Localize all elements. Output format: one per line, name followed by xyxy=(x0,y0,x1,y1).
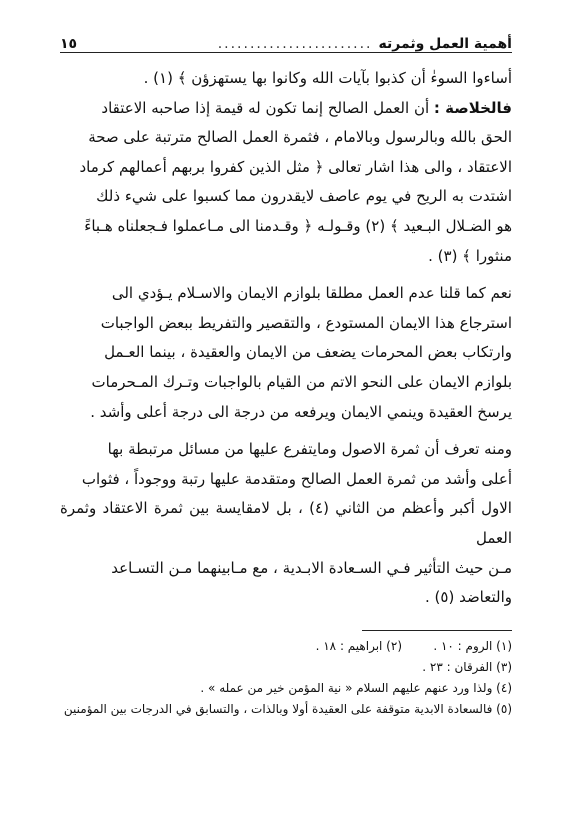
summary-line xyxy=(60,94,512,124)
header-title: أهمية العمل وثمرته xyxy=(378,36,512,52)
text-line: بلوازم الايمان على النحو الاتم من القيام بالواجبات وتـرك المـحرمات xyxy=(91,372,512,391)
text-line: نعم كما قلنا عدم العمل مطلقا بلوازم الايمان والاسـلام يـؤدي الى xyxy=(111,284,512,303)
summary-lead: فالخلاصة : xyxy=(433,98,512,117)
running-header xyxy=(60,28,512,53)
footnote-2: (٢) ابراهيم : ١٨ . xyxy=(315,639,402,653)
footnote-4: (٤) ولذا ورد عنهم عليهم السلام « نية المؤمن خير من عمله » . xyxy=(200,681,512,695)
text-line: اشتدت به الريح في يوم عاصف لايقدرون مما كسبوا على شيء ذلك xyxy=(96,187,512,206)
text-line: أساءوا السوءٰ أن كذبوا بآيات الله وكانوا بها يستهزؤن ﴾ (١) . xyxy=(143,69,512,87)
text-line: الاعتقاد ، والى هذا اشار تعالى ﴿ مثل الذين كفروا بربهم أعمالهم كرماد xyxy=(79,157,512,176)
footnote-separator xyxy=(362,630,512,631)
text-line: أعلى وأشد من ثمرة العمل الصالح ومتقدمة عليها رتبة ووجوداً ، فثواب xyxy=(81,469,512,488)
text-line: والتعاضد (٥) . xyxy=(425,588,512,607)
paragraph-gap xyxy=(60,271,512,279)
text-line: مـن حيث التأثير فـي السـعادة الابـدية ، مع مـابينهما مـن التسـاعد xyxy=(111,558,512,577)
text-line: الحق بالله وبالرسول وبالامام ، فثمرة العمل الصالح مترتبة على صحة xyxy=(88,128,512,147)
page-number: ١٥ xyxy=(60,36,78,52)
footnote-1: (١) الروم : ١٠ . xyxy=(433,639,512,653)
footnote-3: (٣) الفرقان : ٢٣ . xyxy=(422,660,512,674)
header-dots: ........................ xyxy=(217,36,373,52)
text-line: هو الضـلال البـعيد ﴾ (٢) وقـولـه ﴿ وقـدمنا الى مـاعملوا فـجعلناه هـباءً xyxy=(84,216,512,235)
footnote-row xyxy=(60,636,512,657)
text-line: منثورا ﴾ (٣) . xyxy=(428,246,512,265)
text-line: الاول أكبر وأعظم من الثاني (٤) ، بل لامقايسة بين ثمرة الاعتقاد وثمرة العمل xyxy=(60,499,512,547)
text-line: يرسخ العقيدة وينمي الايمان ويرفعه من درجة الى درجة أعلى وأشد . xyxy=(90,402,512,421)
summary-line-rest: أن العمل الصالح إنما تكون له قيمة إذا صاحبه الاعتقاد xyxy=(101,98,434,117)
footnotes xyxy=(60,636,512,720)
main-text xyxy=(60,64,512,613)
text-line: وارتكاب بعض المحرمات يضعف من الايمان والعقيدة ، بينما العـمل xyxy=(104,343,512,362)
text-line: استرجاع هذا الايمان المستودع ، والتقصير والتفريط ببعض الواجبات xyxy=(100,313,512,332)
paragraph-gap xyxy=(60,427,512,435)
footnote-5: (٥) فالسعادة الابدية متوقفة على العقيدة أولا وبالذات ، والتسابق في الدرجات بين المؤمنين xyxy=(63,702,512,716)
text-line: ومنه تعرف أن ثمرة الاصول ومايتفرع عليها من مسائل مرتبطة بها xyxy=(107,440,512,459)
